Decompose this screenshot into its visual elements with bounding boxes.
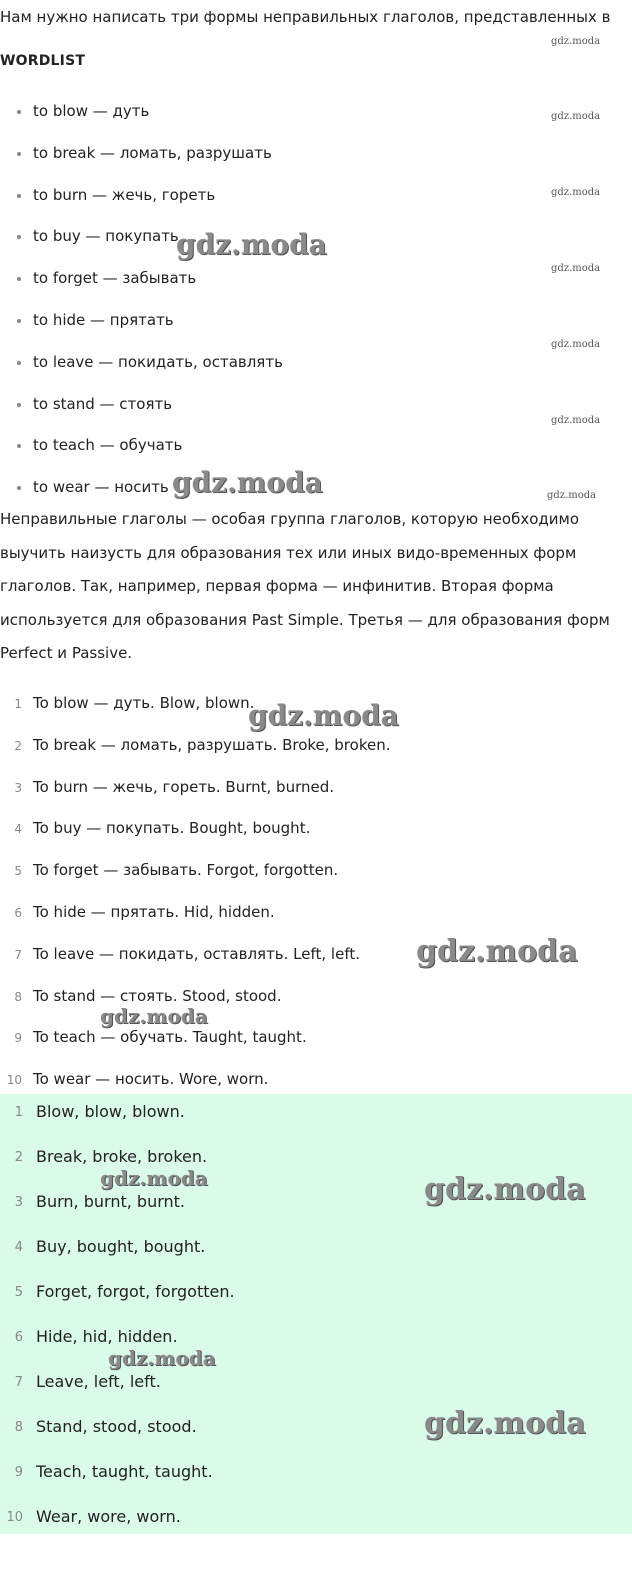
item-number: 9 [14,1465,23,1480]
list-item: to blow — дуть [0,100,632,142]
bullet-icon [17,152,21,156]
list-item: 9 Teach, taught, taught. [0,1460,632,1505]
list-item: 5 Forget, forgot, forgotten. [0,1280,632,1325]
list-item: 4 To buy — покупать. Bought, bought. [0,817,632,859]
watermark: gdz.moda [551,111,601,122]
item-number: 1 [14,697,22,711]
item-number: 6 [14,905,22,920]
list-item: to buy — покупать [0,225,632,267]
bullet-icon [17,194,21,198]
explanation-paragraph: Неправильные глаголы — особая группа глаголов, которую необходимо выучить наизусть для образования тех или иных видо-временных форм глаголов. Так, например, первая форма — инфинитив. Вторая форма используется для образования Past Simple. Третья — для образования форм Perfect и Passive. [0,510,610,662]
item-number: 9 [14,1031,22,1046]
watermark: gdz.moda [551,263,601,274]
wordlist [0,100,632,518]
list-item: 2 To break — ломать, разрушать. Broke, broken. [0,734,632,776]
item-number: 7 [14,947,22,962]
list-item: 10 Wear, wore, worn. [0,1505,632,1550]
item-number: 2 [14,738,22,753]
list-item: 5 To forget — забывать. Forgot, forgotten. [0,859,632,901]
item-number: 10 [6,1073,22,1088]
list-item: to hide — прятать [0,309,632,351]
item-number: 6 [14,1330,23,1345]
list-item: to burn — жечь, гореть [0,184,632,226]
list-item: to break — ломать, разрушать [0,142,632,184]
list-item: to forget — забывать [0,267,632,309]
answer-list [0,1100,632,1550]
watermark: gdz.moda [176,228,327,261]
item-number: 4 [14,1240,23,1255]
watermark: gdz.moda [551,415,601,426]
list-item: 1 Blow, blow, blown. [0,1100,632,1145]
bullet-icon [17,403,21,407]
watermark: gdz.moda [551,187,601,198]
bullet-icon [17,319,21,323]
bullet-icon [17,361,21,365]
watermark: gdz.moda [424,1406,586,1441]
wordlist-heading: WORDLIST [0,53,86,69]
intro-text: Нам нужно написать три формы неправильных глаголов, представленных в [0,8,611,26]
list-item: 6 To hide — прятать. Hid, hidden. [0,901,632,943]
watermark: gdz.moda [248,699,399,732]
list-item: 3 Burn, burnt, burnt. [0,1190,632,1235]
watermark: gdz.moda [416,934,578,969]
list-item: 2 Break, broke, broken. [0,1145,632,1190]
answer-box [0,1094,632,1534]
list-item: to wear — носить [0,476,632,518]
item-number: 1 [14,1105,23,1120]
list-item: 1 To blow — дуть. Blow, blown. [0,692,632,734]
explanation-list [0,692,632,1110]
watermark: gdz.moda [100,1166,208,1190]
list-item: 3 To burn — жечь, гореть. Burnt, burned. [0,776,632,818]
list-item: 9 To teach — обучать. Taught, taught. [0,1026,632,1068]
bullet-icon [17,235,21,239]
item-number: 5 [14,864,22,879]
list-item: 6 Hide, hid, hidden. [0,1325,632,1370]
item-number: 3 [14,1195,23,1210]
item-number: 4 [14,822,22,837]
list-item: 7 Leave, left, left. [0,1370,632,1415]
list-item: 4 Buy, bought, bought. [0,1235,632,1280]
item-number: 8 [14,989,22,1004]
watermark: gdz.moda [547,490,597,501]
bullet-icon [17,277,21,281]
bullet-icon [17,486,21,490]
item-number: 7 [14,1375,23,1390]
item-number: 8 [14,1420,23,1435]
item-number: 3 [14,780,22,795]
bullet-icon [17,110,21,114]
list-item: 7 To leave — покидать, оставлять. Left, left. [0,943,632,985]
watermark: gdz.moda [172,466,323,499]
watermark: gdz.moda [551,339,601,350]
list-item: 8 Stand, stood, stood. [0,1415,632,1460]
item-number: 10 [6,1510,23,1525]
list-item: to leave — покидать, оставлять [0,351,632,393]
bullet-icon [17,444,21,448]
list-item: to stand — стоять [0,393,632,435]
list-item: to teach — обучать [0,434,632,476]
item-number: 2 [14,1150,23,1165]
watermark: gdz.moda [551,36,601,47]
list-item: 8 To stand — стоять. Stood, stood. [0,985,632,1027]
watermark: gdz.moda [108,1346,216,1370]
watermark: gdz.moda [424,1172,586,1207]
list-item: 10 To wear — носить. Wore, worn. [0,1068,632,1110]
item-number: 5 [14,1285,23,1300]
watermark: gdz.moda [100,1004,208,1028]
